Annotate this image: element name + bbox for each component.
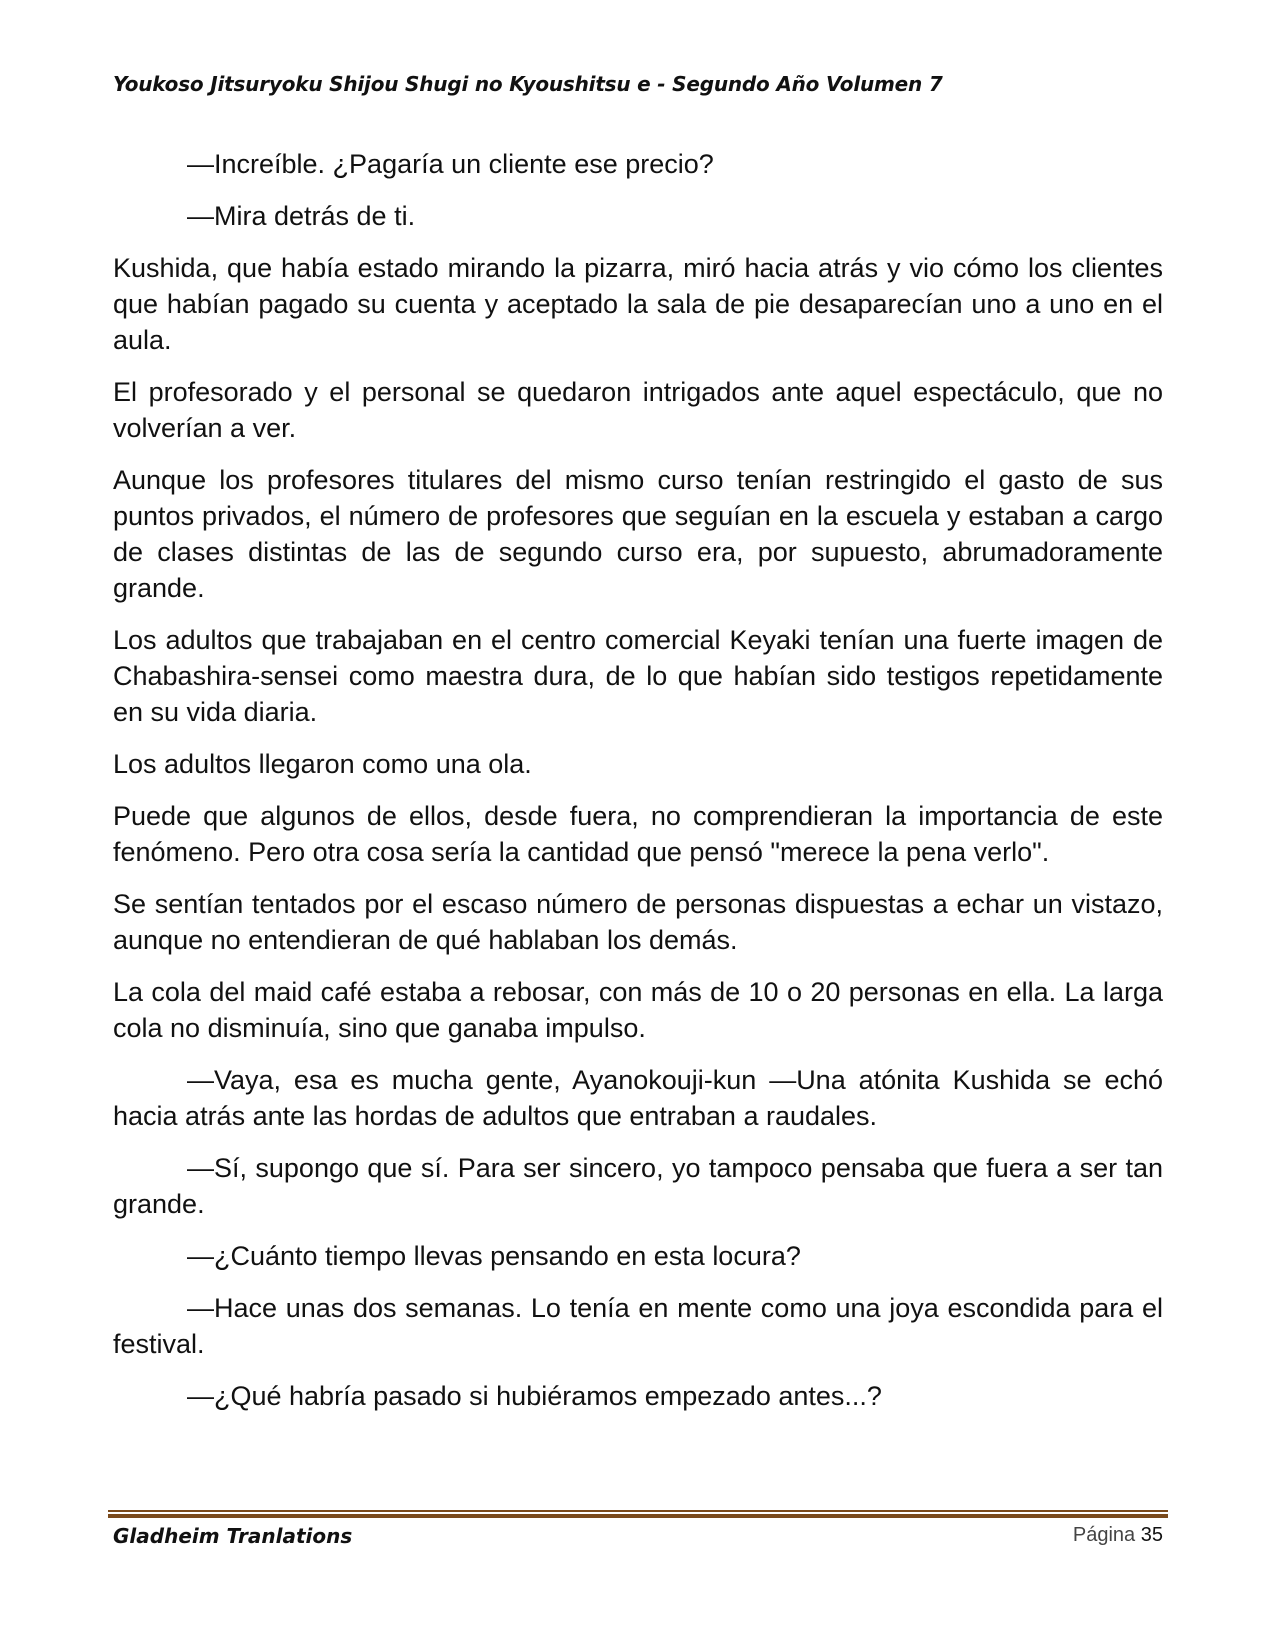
paragraph-15: —¿Qué habría pasado si hubiéramos empezado antes...? [187, 1381, 882, 1411]
paragraph-13: —¿Cuánto tiempo llevas pensando en esta locura? [187, 1241, 801, 1271]
paragraph-5: Aunque los profesores titulares del mismo curso tenían restringido el gasto de sus puntos privados, el número de profesores que seguían en la escuela y estaban a cargo de clases distintas de las de segundo curso era, por supuesto, abrumadoramente grande. [113, 465, 1163, 603]
paragraph-11: —Vaya, esa es mucha gente, Ayanokouji-kun —Una atónita Kushida se echó hacia atrás ante las hordas de adultos que entraban a raudales. [113, 1065, 1163, 1131]
paragraph-7: Los adultos llegaron como una ola. [113, 749, 532, 779]
paragraph-9: Se sentían tentados por el escaso número de personas dispuestas a echar un vistazo, aunque no entendieran de qué hablaban los demás. [113, 889, 1163, 955]
footer-divider-thin-line [108, 1510, 1168, 1512]
paragraph-14: —Hace unas dos semanas. Lo tenía en mente como una joya escondida para el festival. [113, 1293, 1163, 1359]
paragraph-10: La cola del maid café estaba a rebosar, con más de 10 o 20 personas en ella. La larga cola no disminuía, sino que ganaba impulso. [113, 977, 1163, 1043]
footer-divider [108, 1510, 1168, 1518]
footer-brand: Gladheim Tranlations [113, 1524, 353, 1548]
footer-page-label: Página [1072, 1524, 1136, 1546]
footer-page-number: 35 [1140, 1524, 1163, 1546]
paragraph-6: Los adultos que trabajaban en el centro comercial Keyaki tenían una fuerte imagen de Chabashira-sensei como maestra dura, de lo que habían sido testigos repetidamente en su vida diaria. [113, 625, 1163, 727]
paragraph-1: —Increíble. ¿Pagaría un cliente ese precio? [187, 149, 714, 179]
document-body [113, 146, 1163, 1430]
paragraph-3: Kushida, que había estado mirando la pizarra, miró hacia atrás y vio cómo los clientes que habían pagado su cuenta y aceptado la sala de pie desaparecían uno a uno en el aula. [113, 253, 1163, 355]
footer-page-indicator [1073, 1524, 1163, 1547]
footer-divider-thick-line [108, 1514, 1168, 1518]
paragraph-12: —Sí, supongo que sí. Para ser sincero, yo tampoco pensaba que fuera a ser tan grande. [113, 1153, 1163, 1219]
paragraph-8: Puede que algunos de ellos, desde fuera, no comprendieran la importancia de este fenómeno. Pero otra cosa sería la cantidad que pensó "merece la pena verlo". [113, 801, 1163, 867]
paragraph-4: El profesorado y el personal se quedaron intrigados ante aquel espectáculo, que no volverían a ver. [113, 377, 1163, 443]
document-header-title: Youkoso Jitsuryoku Shijou Shugi no Kyoushitsu e - Segundo Año Volumen 7 [113, 72, 943, 96]
paragraph-2: —Mira detrás de ti. [187, 201, 416, 231]
